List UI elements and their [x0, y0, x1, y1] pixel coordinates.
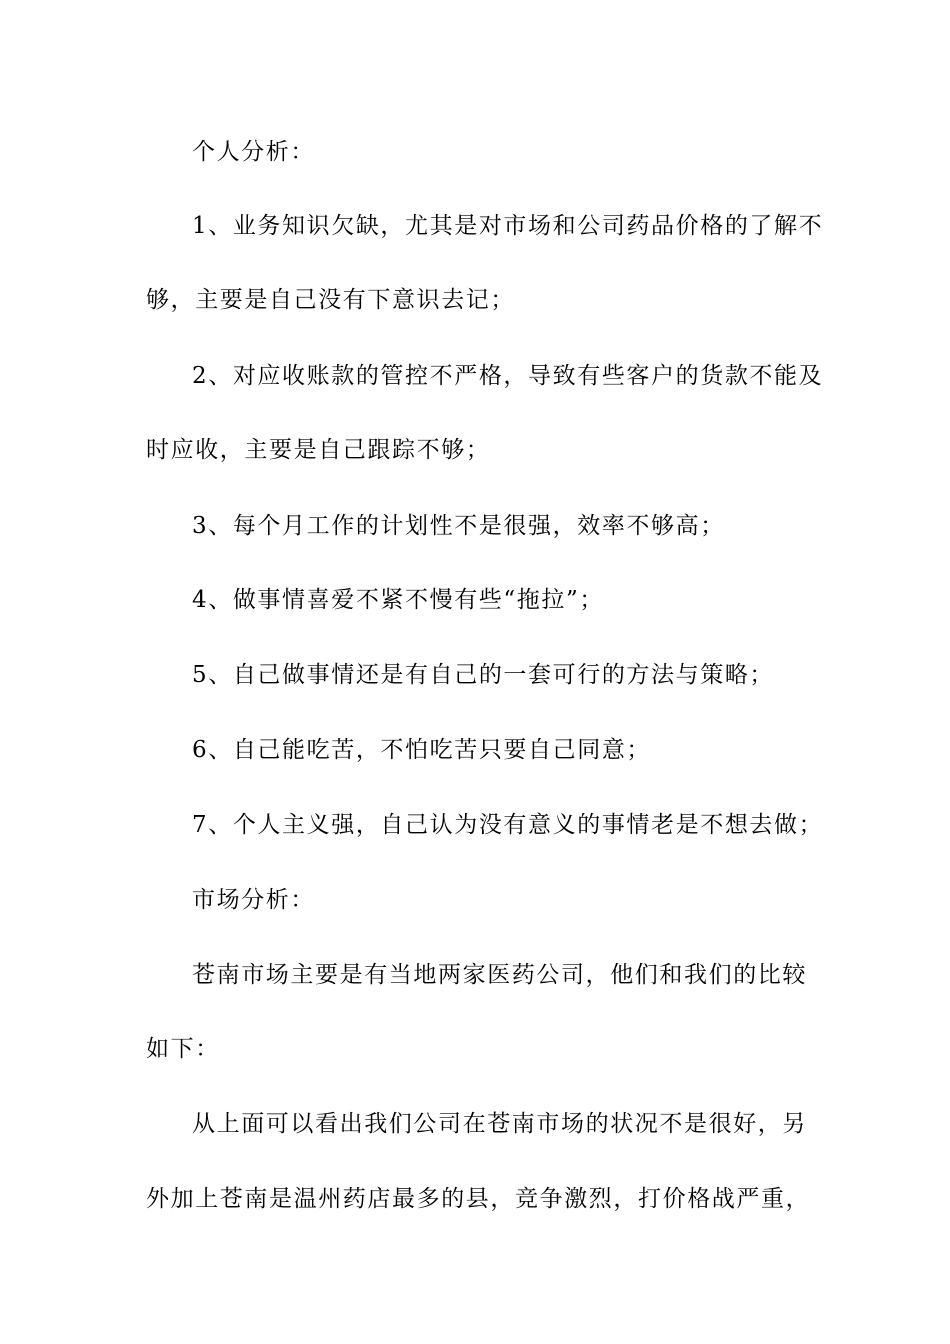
paragraph-line: 时应收，主要是自己跟踪不够；	[146, 437, 491, 463]
paragraph-line: 从上面可以看出我们公司在苍南市场的状况不是很好，另	[192, 1111, 807, 1137]
heading-personal-analysis: 个人分析：	[192, 139, 315, 165]
paragraph-line: 3、每个月工作的计划性不是很强，效率不够高；	[192, 513, 725, 539]
paragraph-line: 外加上苍南是温州药店最多的县，竞争激烈，打价格战严重，	[146, 1186, 811, 1212]
paragraph-line: 5、自己做事情还是有自己的一套可行的方法与策略；	[192, 662, 775, 688]
paragraph-line: 如下：	[146, 1036, 220, 1062]
paragraph-line: 苍南市场主要是有当地两家医药公司，他们和我们的比较	[192, 962, 807, 988]
paragraph-line: 1、业务知识欠缺，尤其是对市场和公司药品价格的了解不	[192, 213, 824, 239]
paragraph-line: 2、对应收账款的管控不严格，导致有些客户的货款不能及	[192, 363, 824, 389]
heading-market-analysis: 市场分析：	[192, 887, 315, 913]
paragraph-line: 6、自己能吃苦，不怕吃苦只要自己同意；	[192, 737, 652, 763]
paragraph-line: 够，主要是自己没有下意识去记；	[146, 287, 515, 313]
paragraph-line: 7、个人主义强，自己认为没有意义的事情老是不想去做；	[192, 812, 824, 838]
paragraph-line: 4、做事情喜爱不紧不慢有些“拖拉”；	[192, 587, 604, 613]
